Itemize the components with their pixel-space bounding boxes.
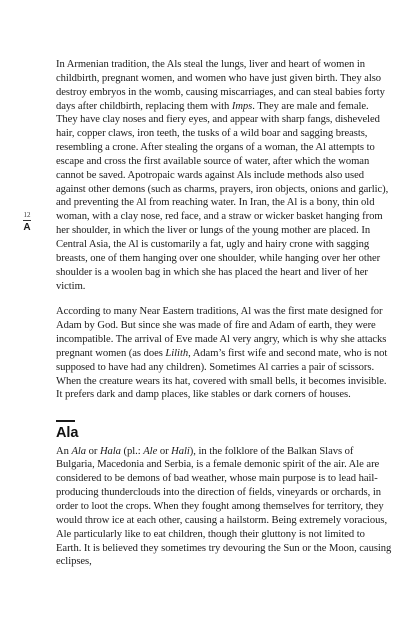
- entry-rule: [56, 420, 75, 421]
- italic-term-ala: Ala: [71, 445, 87, 457]
- italic-term-imps: Imps: [231, 100, 253, 112]
- page-number: 12: [23, 211, 31, 219]
- text-column: [56, 58, 392, 569]
- entry-title: Ala: [56, 424, 79, 441]
- italic-term-hala: Hala: [99, 445, 121, 457]
- paragraph-armenian-tradition: In Armenian tradition, the Als steal the lungs, liver and heart of women in childbirth, pregnant women, and women who have just given birth. They also destroy embryos in the womb, causing miscarriages, and can steal babies forty days after childbirth, replacing them with Imps. They are male and female. They have clay noses and fiery eyes, and appear with sharp fangs, disheveled hair, copper claws, iron teeth, the tusks of a wild boar and sagging breasts, resembling a crone. After stealing the organs of a woman, the Al attempts to escape and cross the first available source of water, after which the woman cannot be saved. Apotropaic wards against Als include methods also used against other demons (such as charms, prayers, iron objects, onions and garlic), and preventing the Al from reaching water. In Iran, the Al is a bony, thin old woman, with a clay nose, red face, and a straw or wicker basket hanging from her shoulder, in which the liver or lungs of the young mother are placed. In Central Asia, the Al is customarily a fat, ugly and hairy crone with sagging breasts, one of them hanging over one shoulder, while hanging over her other shoulder is a woolen bag in which she has placed the heart and liver of her victim.: [56, 59, 389, 292]
- paragraph-near-eastern-traditions: According to many Near Eastern traditions, Al was the first mate designed for Adam by God. But since she was made of fire and Adam of earth, they were incompatible. The arrival of Eve made Al very angry, which is why she attacks pregnant women (as does Lilith, Adam’s first wife and second mate, who is not supposed to have had any children). Sometimes Al carries a pair of scissors. When the creature wears its hat, covered with small bells, it becomes invisible. It prefers dark and damp places, like stables or dark corners of houses.: [56, 306, 388, 401]
- folio-divider: [23, 220, 31, 221]
- italic-term-hali: Hali: [171, 445, 190, 457]
- paragraph-ala-entry: An Ala or Hala (pl.: Ale or Hali), in the folklore of the Balkan Slavs of Bulgaria, Macedonia and Serbia, is a female demonic spirit of the air. Ale are considered to be demons of bad weather, whose main purpose is to lead hail-producing thunderclouds into the direction of fields, vineyards or orchards, in order to loot the crops. When they fought among themselves for territory, they would throw ice at each other, causing a hailstorm. Being extremely voracious, Ale particularly like to eat children, though their gluttony is not limited to Earth. It is believed they sometimes try devouring the Sun or the Moon, causing eclipses,: [56, 445, 392, 568]
- page-folio: [17, 211, 37, 233]
- section-letter: A: [23, 222, 31, 233]
- entry-heading-block: [56, 420, 392, 441]
- italic-term-lilith: Lilith: [165, 347, 189, 359]
- italic-term-ale: Ale: [143, 445, 158, 457]
